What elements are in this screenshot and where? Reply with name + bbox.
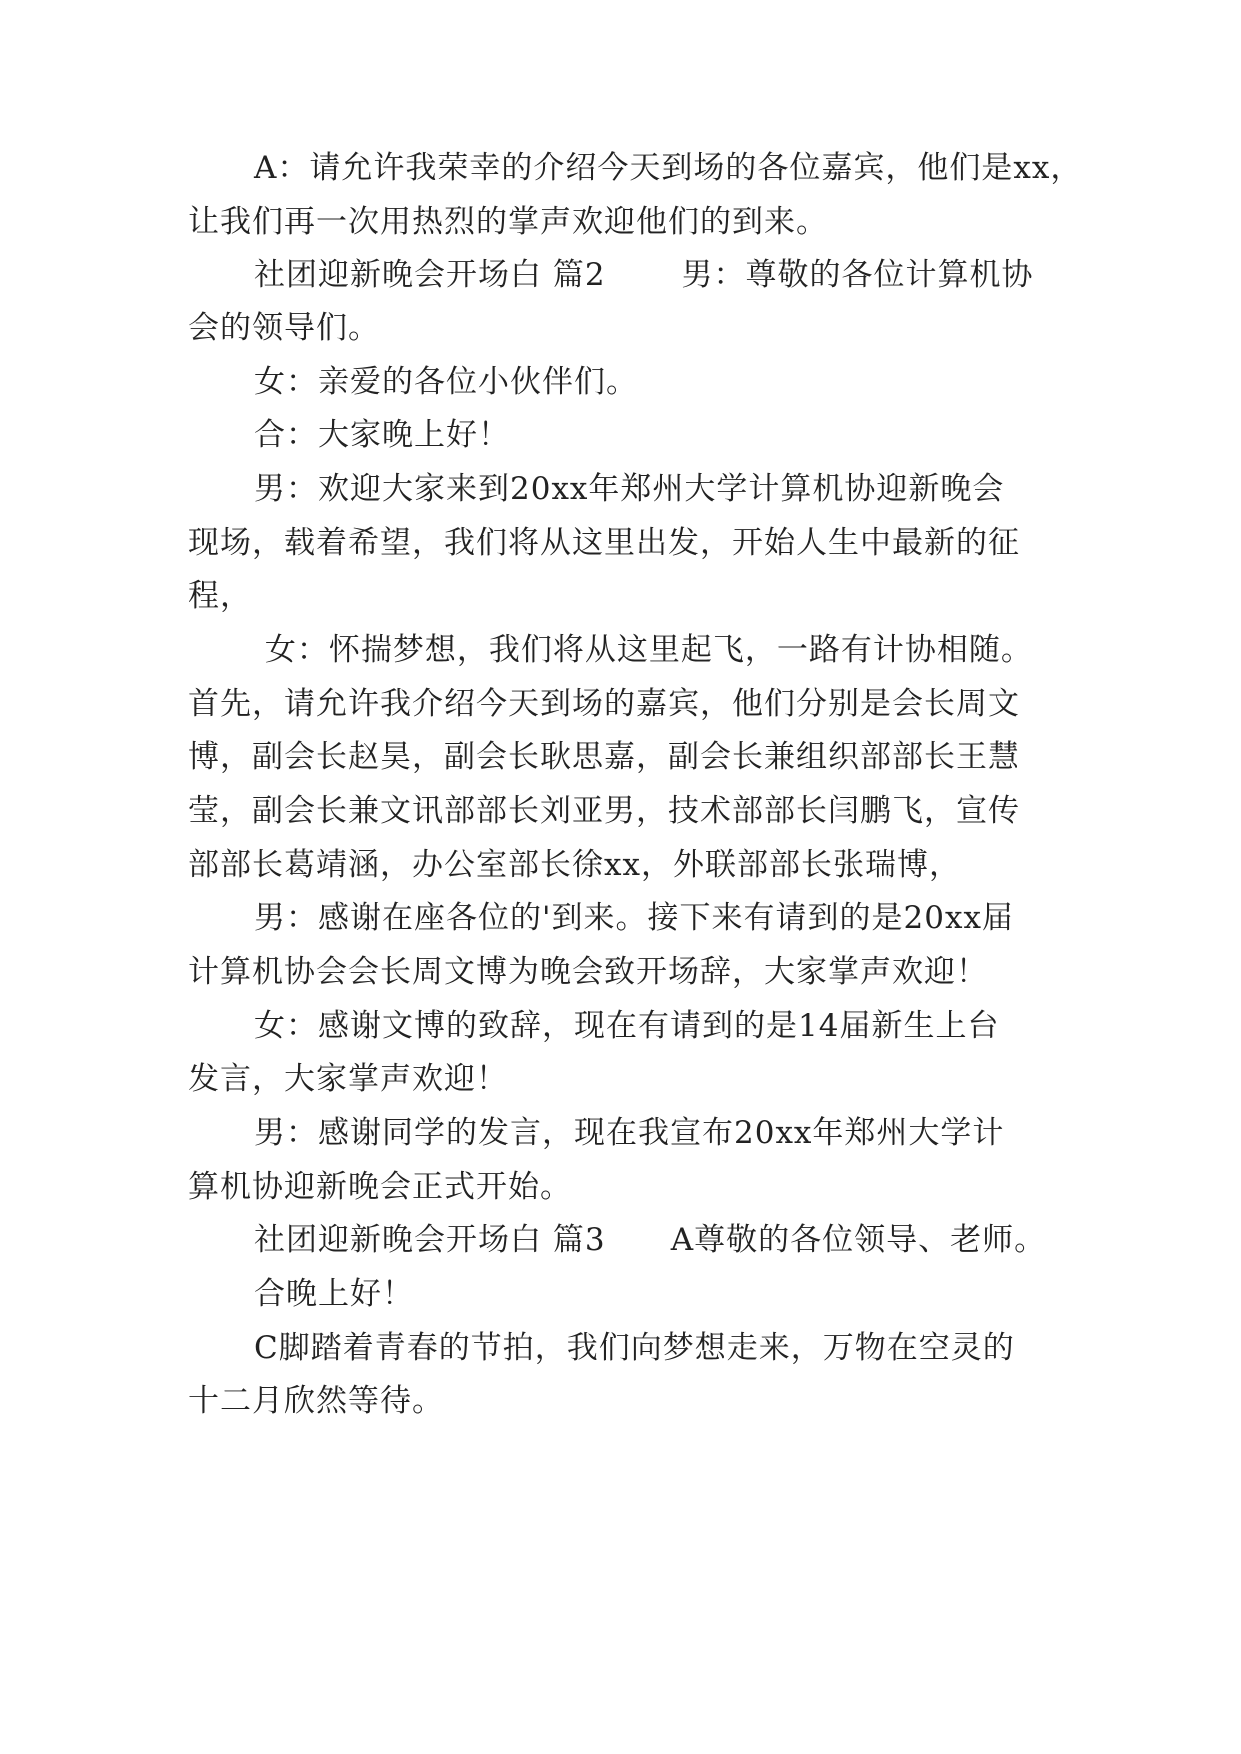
text-line: 男：欢迎大家来到20xx年郑州大学计算机协迎新晚会 [254, 471, 1005, 507]
text-line: 女：感谢文博的致辞，现在有请到的是14届新生上台 [254, 1008, 1000, 1044]
text-line: 合晚上好！ [254, 1276, 414, 1312]
text-line: 现场，载着希望，我们将从这里出发，开始人生中最新的征 [188, 525, 1020, 561]
text-line: 男：感谢在座各位的'到来。接下来有请到的是20xx届 [254, 900, 1014, 936]
text-line: 会的领导们。 [188, 310, 380, 346]
text-line: 十二月欣然等待。 [188, 1383, 444, 1419]
text-line: A：请允许我荣幸的介绍今天到场的各位嘉宾，他们是xx， [254, 150, 1083, 186]
text-line: 女：亲爱的各位小伙伴们。 [254, 364, 638, 400]
text-line: 莹，副会长兼文讯部部长刘亚男，技术部部长闫鹏飞，宣传 [188, 793, 1020, 829]
text-line: 社团迎新晚会开场白 篇2 男：尊敬的各位计算机协 [254, 257, 1034, 293]
text-line: 合：大家晚上好！ [254, 417, 510, 453]
text-line: C脚踏着青春的节拍，我们向梦想走来，万物在空灵的 [254, 1330, 1015, 1366]
text-line: 程， [188, 578, 252, 614]
text-line: 让我们再一次用热烈的掌声欢迎他们的到来。 [188, 204, 828, 240]
text-line: 首先，请允许我介绍今天到场的嘉宾，他们分别是会长周文 [188, 686, 1020, 722]
text-line: 博，副会长赵昊，副会长耿思嘉，副会长兼组织部部长王慧 [188, 739, 1020, 775]
text-line: 计算机协会会长周文博为晚会致开场辞，大家掌声欢迎！ [188, 954, 988, 990]
text-line: 算机协迎新晚会正式开始。 [188, 1169, 572, 1205]
text-line: 发言，大家掌声欢迎！ [188, 1061, 508, 1097]
text-line: 社团迎新晚会开场白 篇3 A尊敬的各位领导、老师。 [254, 1222, 1047, 1258]
text-line: 部部长葛靖涵，办公室部长徐xx，外联部部长张瑞博， [188, 847, 961, 883]
text-line: 男：感谢同学的发言，现在我宣布20xx年郑州大学计 [254, 1115, 1005, 1151]
text-line: 女：怀揣梦想，我们将从这里起飞，一路有计协相随。 [254, 632, 1033, 668]
